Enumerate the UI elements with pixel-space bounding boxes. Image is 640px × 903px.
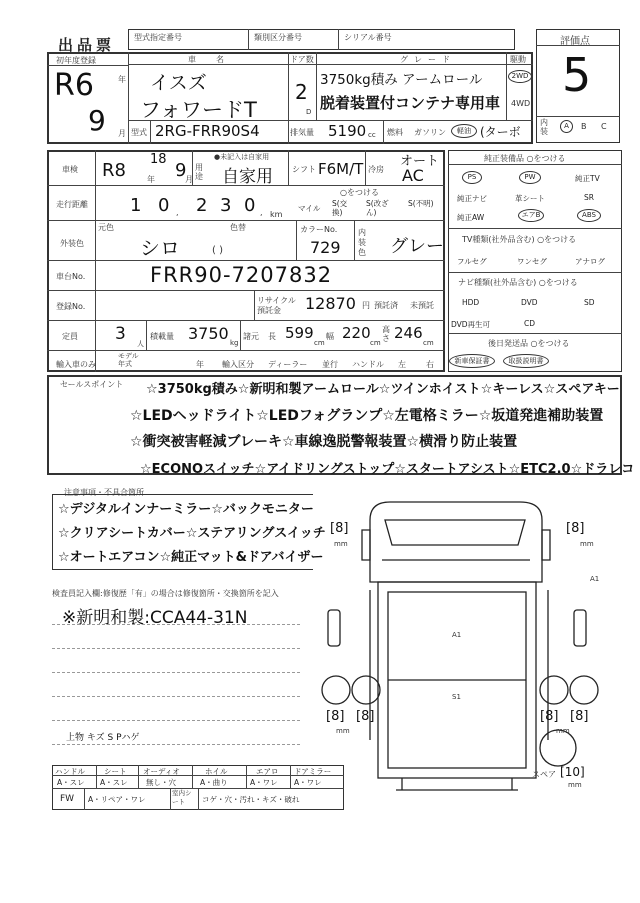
nav-cd: CD xyxy=(524,319,536,328)
header-codes xyxy=(128,29,515,50)
mileage-circle-note: ○をつける xyxy=(340,188,379,197)
frame-number: FRR90-7207832 xyxy=(150,263,333,287)
inspection-month-unit: 月 xyxy=(185,175,193,184)
reg-year: R6 xyxy=(54,68,94,103)
color-original-label: 元色 xyxy=(98,223,114,232)
wheel-rear-right-2 xyxy=(570,676,598,704)
interior-color: グレー xyxy=(390,236,444,257)
color-label: 外装色 xyxy=(60,239,84,248)
shift-value: F6M/T xyxy=(318,160,364,178)
color-original: シロ xyxy=(140,236,180,260)
color-no: 729 xyxy=(310,238,341,257)
mileage-opt-exchange: S(交換) xyxy=(332,199,348,217)
equipment-title: 純正装備品 ○をつける xyxy=(484,154,566,163)
mileage-d1: 1 xyxy=(130,195,142,216)
doors-value: 2 xyxy=(295,80,308,104)
color-no-label: カラーNo. xyxy=(300,225,338,234)
fuel-turbo: (ターボ xyxy=(480,125,521,139)
equip-leather: 革シート xyxy=(515,194,545,203)
first-reg-label: 初年度登録 xyxy=(56,56,96,65)
legend-aero-name: エアロ xyxy=(256,767,279,776)
length-unit: cm xyxy=(314,339,325,347)
tire-depth-rr2: [8] xyxy=(570,709,589,724)
equip-sr: SR xyxy=(584,193,594,202)
import-right: 右 xyxy=(426,360,434,369)
sales-line-1: ☆3750kg積み☆新明和製アームロール☆ツインホイスト☆キーレス☆スペアキー xyxy=(146,382,620,397)
width-unit: cm xyxy=(370,339,381,347)
tire-depth-rr1: [8] xyxy=(540,709,559,724)
recycle-opt2: 未預託 xyxy=(410,301,434,310)
mileage-opt-tamper: S(改ざん) xyxy=(366,199,389,217)
displacement-value: 5190 xyxy=(328,122,367,140)
import-year-unit: 年 xyxy=(196,360,204,369)
docs-title: 後日発送品 ○をつける xyxy=(488,339,570,348)
docs-manual: 取扱説明書 xyxy=(503,354,549,368)
grade-line2: 脱着装置付コンテナ専用車 xyxy=(320,94,501,112)
sales-line-2: ☆LEDヘッドライト☆LEDフォグランプ☆左電格ミラー☆坂道発進補助装置 xyxy=(130,408,604,424)
import-parallel: 並行 xyxy=(322,360,338,369)
bottom-note: 上物 キズ S Pハゲ xyxy=(66,733,140,743)
width-label: 幅 xyxy=(326,332,334,341)
height-label: 高さ xyxy=(382,325,390,343)
load-value: 3750 xyxy=(188,324,229,343)
mark-a1-mid: A1 xyxy=(452,631,462,639)
sales-line-4: ☆ECONOスイッチ☆アイドリングストップ☆スタートアシスト☆ETC2.0☆ドラレコ xyxy=(140,462,635,477)
tire-depth-fr: [8] xyxy=(566,521,585,536)
reg-year-unit: 年 xyxy=(118,75,126,84)
wheel-front-right xyxy=(574,610,586,646)
inspection-year: 18 xyxy=(150,152,167,167)
equip-pw: PW xyxy=(519,171,541,184)
equip-nav: 純正ナビ xyxy=(457,194,487,203)
mileage-label: 走行距離 xyxy=(56,200,88,209)
reg-month-unit: 月 xyxy=(118,129,126,138)
inspection-year-unit: 年 xyxy=(147,175,155,184)
sales-line-3: ☆衝突被害軽減ブレーキ☆車線逸脱警報装置☆横滑り防止装置 xyxy=(130,434,518,450)
tire-unit-fr: mm xyxy=(580,540,594,548)
mark-s1: S1 xyxy=(452,693,461,701)
wheel-rear-left-1 xyxy=(322,676,350,704)
recycle-opt1: 預託済 xyxy=(374,301,398,310)
inspection-label: 車検 xyxy=(62,165,78,174)
interior-grade-c: C xyxy=(601,122,607,131)
car-name-label: 車名 xyxy=(188,55,244,64)
capacity-label: 定員 xyxy=(62,332,78,341)
legend-aero-value: A・ワレ xyxy=(250,778,278,787)
wheel-front-left xyxy=(328,610,340,646)
legend-room-value: コゲ・穴・汚れ・キズ・破れ xyxy=(202,795,300,804)
wheel-rear-right-1 xyxy=(540,676,568,704)
mark-a1-top: A1 xyxy=(590,575,600,583)
nav-sd: SD xyxy=(584,298,595,307)
tv-title: TV種類(社外品含む) ○をつける xyxy=(462,235,577,244)
drive-label: 駆動 xyxy=(510,55,526,64)
nav-dvd: DVD xyxy=(521,298,538,307)
import-label: 輸入車のみ xyxy=(56,360,96,369)
legend-mirror-value: A・ワレ xyxy=(294,778,322,787)
legend-fw-value: A・リペア・ワレ xyxy=(88,795,146,804)
legend-handle-name: ハンドル xyxy=(55,767,85,776)
equip-ps: PS xyxy=(462,171,482,184)
car-name-line2: フォワードT xyxy=(140,98,257,122)
height-unit: cm xyxy=(423,339,434,347)
serial-label: シリアル番号 xyxy=(344,33,392,42)
displacement-unit: cc xyxy=(368,131,376,139)
windshield-icon xyxy=(385,520,525,545)
load-label: 積載量 xyxy=(150,332,174,341)
mileage-unit: km xyxy=(270,210,283,219)
class-no-label: 類別区分番号 xyxy=(254,33,302,42)
nav-hdd: HDD xyxy=(462,298,480,307)
legend-wheel-name: ホイル xyxy=(205,767,228,776)
nav-dvd-play: DVD再生可 xyxy=(451,320,491,329)
tire-unit-rl: mm xyxy=(336,727,350,735)
recycle-unit: 円 xyxy=(362,301,370,310)
sales-label: セールスポイント xyxy=(60,380,124,389)
tire-depth-rl2: [8] xyxy=(356,709,375,724)
interior-label: 内装 xyxy=(540,118,548,136)
inspection-era: R8 xyxy=(102,160,126,181)
spare-label: スペア xyxy=(532,770,556,779)
color-paren: ( ) xyxy=(212,245,223,256)
tire-unit-rr: mm xyxy=(556,727,570,735)
import-left: 左 xyxy=(398,360,406,369)
mileage-sep1: , xyxy=(176,208,179,217)
mileage-opt-unknown: S(不明) xyxy=(408,199,434,208)
model-label: 型式 xyxy=(131,128,147,137)
reg-month: 9 xyxy=(88,104,106,137)
tv-analog: アナログ xyxy=(575,257,605,266)
shift-label: シフト xyxy=(292,165,316,174)
use-value: 自家用 xyxy=(222,167,273,187)
dims-label: 諸元 xyxy=(243,332,259,341)
import-div-label: 輸入区分 xyxy=(222,360,254,369)
mileage-d4: 3 xyxy=(220,195,232,216)
spare-unit: mm xyxy=(568,781,582,789)
tv-fullseg: フルセグ xyxy=(457,257,487,266)
color-code-label: 色替 xyxy=(230,223,246,232)
mileage-opt-mile: マイル xyxy=(298,204,321,213)
capacity-value: 3 xyxy=(115,324,126,344)
spare-depth: [10] xyxy=(560,765,585,779)
cab-outline xyxy=(370,502,542,582)
legend-audio-value: 無し・穴 xyxy=(146,778,176,787)
mirror-right-icon xyxy=(542,530,550,560)
wheel-rear-left-2 xyxy=(352,676,380,704)
legend-mirror-name: ドアミラー xyxy=(294,767,332,776)
legend-handle-value: A・スレ xyxy=(57,778,85,787)
car-name-line1: イスズ xyxy=(150,72,207,94)
legend-wheel-value: A・曲り xyxy=(200,778,228,787)
fuel-label: 燃料 xyxy=(387,128,403,137)
legend-seat-value: A・スレ xyxy=(100,778,128,787)
frame-label: 車台No. xyxy=(56,272,86,281)
doors-label: ドア数 xyxy=(290,55,314,64)
registration-label: 登録No. xyxy=(56,302,86,311)
import-dealer: ディーラー xyxy=(268,360,308,369)
notes-line-3: ☆オートエアコン☆純正マット&ドアバイザー xyxy=(58,550,324,565)
score-label: 評価点 xyxy=(560,36,590,47)
equip-aw: 純正AW xyxy=(457,213,485,222)
doors-unit: D xyxy=(306,108,312,116)
notes-line-1: ☆デジタルインナーミラー☆バックモニター xyxy=(58,502,314,517)
header-title: 出品票 xyxy=(58,36,116,54)
ac-label: 冷房 xyxy=(368,165,384,174)
legend-audio-name: オーディオ xyxy=(143,767,180,776)
recycle-label: リサイクル預託金 xyxy=(257,296,296,315)
mileage-sep2: , xyxy=(260,208,263,217)
length-label: 長 xyxy=(268,332,276,341)
width-value: 220 xyxy=(342,324,371,342)
legend-room-label: 室内シート xyxy=(172,789,192,806)
use-label: 用途 xyxy=(195,163,203,181)
mirror-left-icon xyxy=(362,530,370,560)
height-value: 246 xyxy=(394,324,423,342)
mileage-d3: 2 xyxy=(196,195,208,216)
notes-line-2: ☆クリアシートカバー☆ステアリングスイッチ xyxy=(58,526,326,541)
capacity-unit: 人 xyxy=(137,340,144,348)
notes-label: 注意事項・不具合箇所 xyxy=(64,488,144,497)
displacement-label: 排気量 xyxy=(290,128,314,137)
equip-airbag: エアB xyxy=(518,209,544,222)
legend-fw-label: FW xyxy=(60,794,75,804)
load-unit: kg xyxy=(230,339,239,347)
tire-depth-rl1: [8] xyxy=(326,709,345,724)
model-value: 2RG-FRR90S4 xyxy=(155,122,260,140)
interior-color-label: 内装色 xyxy=(358,228,366,257)
grade-line1: 3750kg積み アームロール xyxy=(320,72,483,88)
drive-4wd: 4WD xyxy=(511,99,531,108)
docs-warranty: 新車保証書 xyxy=(449,354,495,368)
nav-title: ナビ種類(社外品含む) ○をつける xyxy=(458,278,578,287)
spare-tire-icon xyxy=(540,730,576,766)
ac-line1: オート xyxy=(400,154,440,169)
inspection-month: 9 xyxy=(175,160,187,181)
score-value: 5 xyxy=(562,48,592,102)
mileage-d2: 0 xyxy=(158,195,170,216)
import-handle-label: ハンドル xyxy=(352,360,384,369)
length-value: 599 xyxy=(285,324,314,342)
grade-label: グレード xyxy=(400,55,456,64)
legend-seat-name: シート xyxy=(104,767,127,776)
fuel-diesel: 軽油 xyxy=(451,124,477,138)
equip-abs: ABS xyxy=(577,209,601,222)
drive-2wd: 2WD xyxy=(508,70,532,83)
equip-tv: 純正TV xyxy=(575,174,600,183)
type-no-label: 型式指定番号 xyxy=(134,33,182,42)
repair-label: 検査員記入欄:修復歴「有」の場合は修復箇所・交換箇所を記入 xyxy=(52,589,279,598)
interior-grade-a: A xyxy=(560,120,573,133)
repair-line: ※新明和製:CCA44-31N xyxy=(62,608,248,628)
mileage-d5: 0 xyxy=(244,195,256,216)
use-note: ●未記入は自家用 xyxy=(214,153,270,161)
ac-line2: AC xyxy=(402,166,424,185)
tv-oneseg: ワンセグ xyxy=(517,257,547,266)
interior-grade-b: B xyxy=(581,122,587,131)
tire-depth-fl: [8] xyxy=(330,521,349,536)
recycle-value: 12870 xyxy=(305,294,356,313)
fuel-gas: ガソリン xyxy=(414,128,446,137)
import-model-year-label: モデル年式 xyxy=(118,352,139,368)
tire-unit-fl: mm xyxy=(334,540,348,548)
